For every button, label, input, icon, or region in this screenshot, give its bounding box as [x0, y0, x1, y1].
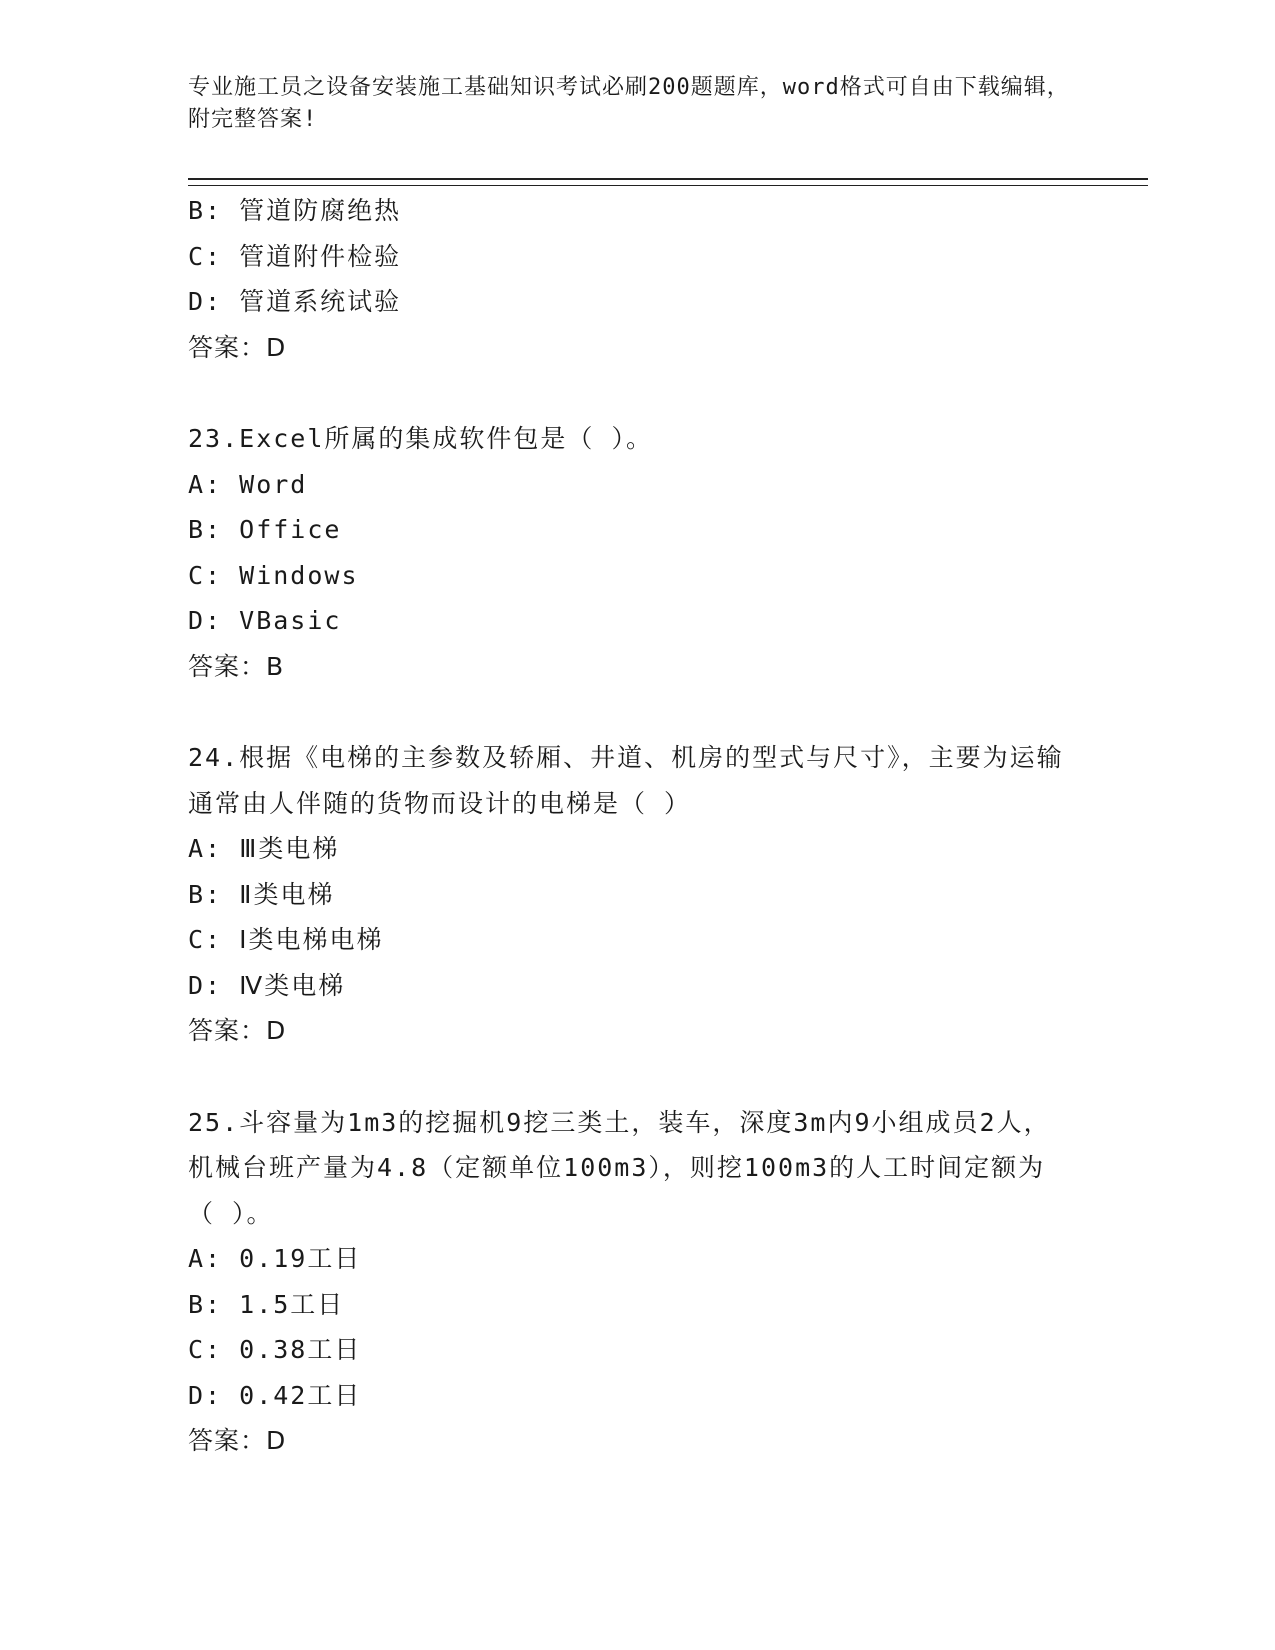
question-25	[188, 1100, 1088, 1464]
question-text: 25.斗容量为1m3的挖掘机9挖三类土，装车，深度3m内9小组成员2人，机械台班产量为4.8（定额单位100m3），则挖100m3的人工时间定额为（ ）。	[188, 1107, 1051, 1228]
spacer	[188, 689, 1088, 735]
header-divider	[188, 178, 1148, 186]
spacer	[188, 1054, 1088, 1100]
answer-line: 答案：D	[188, 1016, 287, 1045]
document-header: 专业施工员之设备安装施工基础知识考试必刷200题题库，word格式可自由下载编辑，附完整答案!	[188, 75, 1070, 132]
question-23	[188, 416, 1088, 689]
option-a: A: Word	[188, 469, 308, 499]
carryover-question	[188, 188, 1088, 370]
option-d: D: 管道系统试验	[188, 287, 402, 316]
option-d: D: Ⅳ类电梯	[188, 970, 346, 1000]
option-d: D: 0.42工日	[188, 1380, 362, 1410]
option-a: A: 0.19工日	[188, 1244, 362, 1273]
option-b: B: Office	[188, 515, 342, 544]
answer-line: 答案：D	[188, 1426, 287, 1455]
question-24	[188, 735, 1088, 1054]
question-text: 23.Excel所属的集成软件包是（ ）。	[188, 424, 653, 453]
option-c: C: 0.38工日	[188, 1335, 362, 1364]
option-b: B: 1.5工日	[188, 1289, 345, 1319]
answer-line: 答案：D	[188, 332, 287, 362]
option-c: C: Windows	[188, 560, 359, 590]
answer-line: 答案：B	[188, 651, 285, 681]
option-d: D: VBasic	[188, 606, 342, 635]
question-list	[188, 188, 1088, 1464]
question-text: 24.根据《电梯的主参数及轿厢、井道、机房的型式与尺寸》，主要为运输通常由人伴随的货物而设计的电梯是（ ）	[188, 743, 1064, 818]
option-b: B: 管道防腐绝热	[188, 196, 402, 225]
option-b: B: Ⅱ类电梯	[188, 879, 335, 909]
option-c: C: 管道附件检验	[188, 241, 402, 271]
option-c: C: Ⅰ类电梯电梯	[188, 925, 384, 954]
option-a: A: Ⅲ类电梯	[188, 834, 340, 863]
spacer	[188, 370, 1088, 416]
